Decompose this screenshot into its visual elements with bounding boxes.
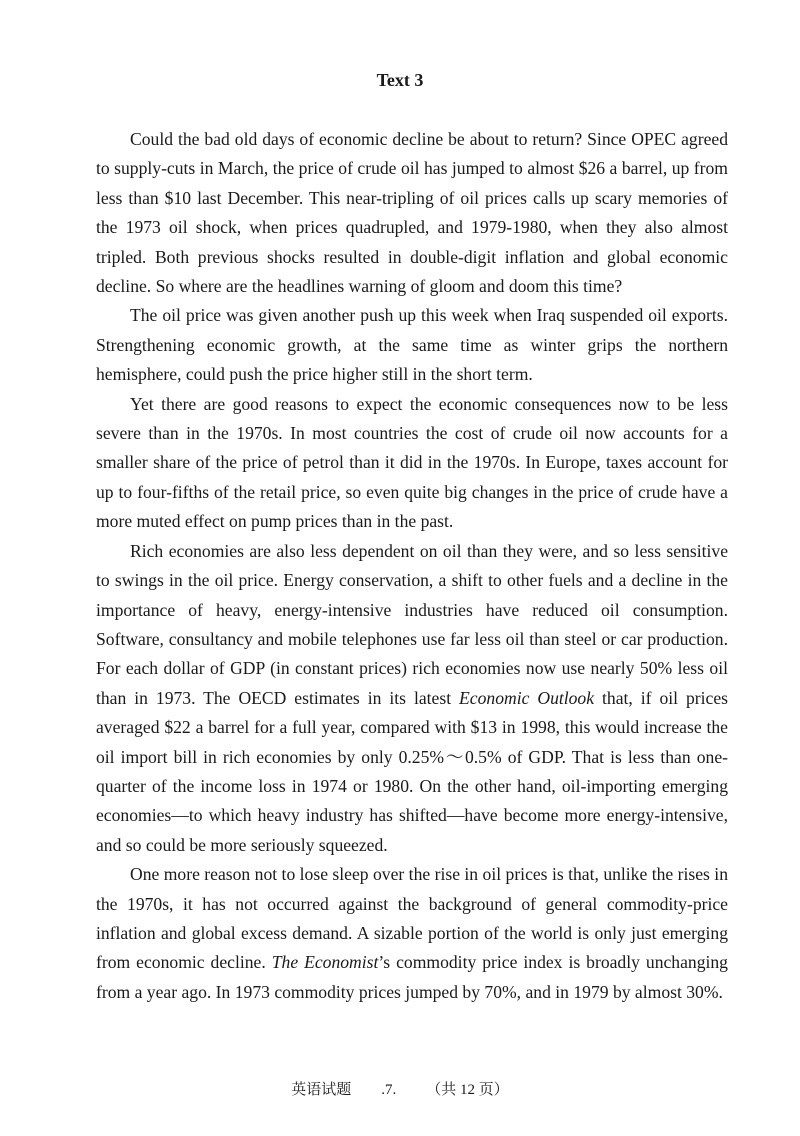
page-title: Text 3: [376, 70, 424, 90]
footer-subject: 英语试题: [291, 1082, 352, 1098]
paragraph-4-text-a: Rich economies are also less dependent on oil than they were, and so less sensitive to swings in the oil price. Energy conservation, a shift to other fuels and a decline in the importance of heavy, energy-intensive industries have reduced oil consumption. Software, consultancy and mobile telephones use far less oil than steel or car production. For each dollar of GDP (in constant prices) rich economies now use nearly 50% less oil than in 1973. The OECD estimates in its latest: [96, 540, 728, 708]
paragraph-5-text-a: One more reason not to lose sleep over the rise in oil prices is that, unlike the rises in the 1970s, it has not occurred against the background of general commodity-price inflation and global excess demand. A sizable portion of the world is only just emerging from economic decline.: [96, 864, 728, 973]
publication-title: The Economist: [271, 952, 379, 973]
article-body: [96, 125, 728, 1007]
page-footer: [0, 1079, 800, 1101]
paragraph-2: The oil price was given another push up this week when Iraq suspended oil exports. Strengthening economic growth, at the same time as winter grips the northern hemisphere, could push the price higher still in the short term.: [96, 305, 728, 385]
paragraph-1: Could the bad old days of economic decline be about to return? Since OPEC agreed to supply-cuts in March, the price of crude oil has jumped to almost $26 a barrel, up from less than $10 last December. This near-tripling of oil prices calls up scary memories of the 1973 oil shock, when prices quadrupled, and 1979-1980, when they also almost tripled. Both previous shocks resulted in double-digit inflation and global economic decline. So where are the headlines warning of gloom and doom this time?: [96, 129, 728, 297]
paragraph-4-text-b: that, if oil prices averaged $22 a barrel for a full year, compared with $13 in 1998, this would increase the oil import bill in rich economies by only 0.25%～0.5% of GDP. That is less than one-quarter of the income loss in 1974 or 1980. On the other hand, oil-importing emerging economies—to which heavy industry has shifted—have become more energy-intensive, and so could be more seriously squeezed.: [96, 687, 728, 855]
paragraph-5: [96, 860, 728, 1007]
footer-total-pages: （共 12 页）: [426, 1082, 509, 1098]
publication-title: Economic Outlook: [459, 687, 595, 708]
footer-page-number: .7.: [381, 1082, 397, 1098]
paragraph-3: Yet there are good reasons to expect the economic consequences now to be less severe than in the 1970s. In most countries the cost of crude oil now accounts for a smaller share of the price of petrol than it did in the 1970s. In Europe, taxes account for up to four-fifths of the retail price, so even quite big changes in the price of crude have a more muted effect on pump prices than in the past.: [96, 393, 728, 532]
paragraph-4: [96, 537, 728, 860]
paragraph-5-text-b: ’s commodity price index is broadly unchanging from a year ago. In 1973 commodity prices jumped by 70%, and in 1979 by almost 30%.: [96, 952, 728, 1002]
